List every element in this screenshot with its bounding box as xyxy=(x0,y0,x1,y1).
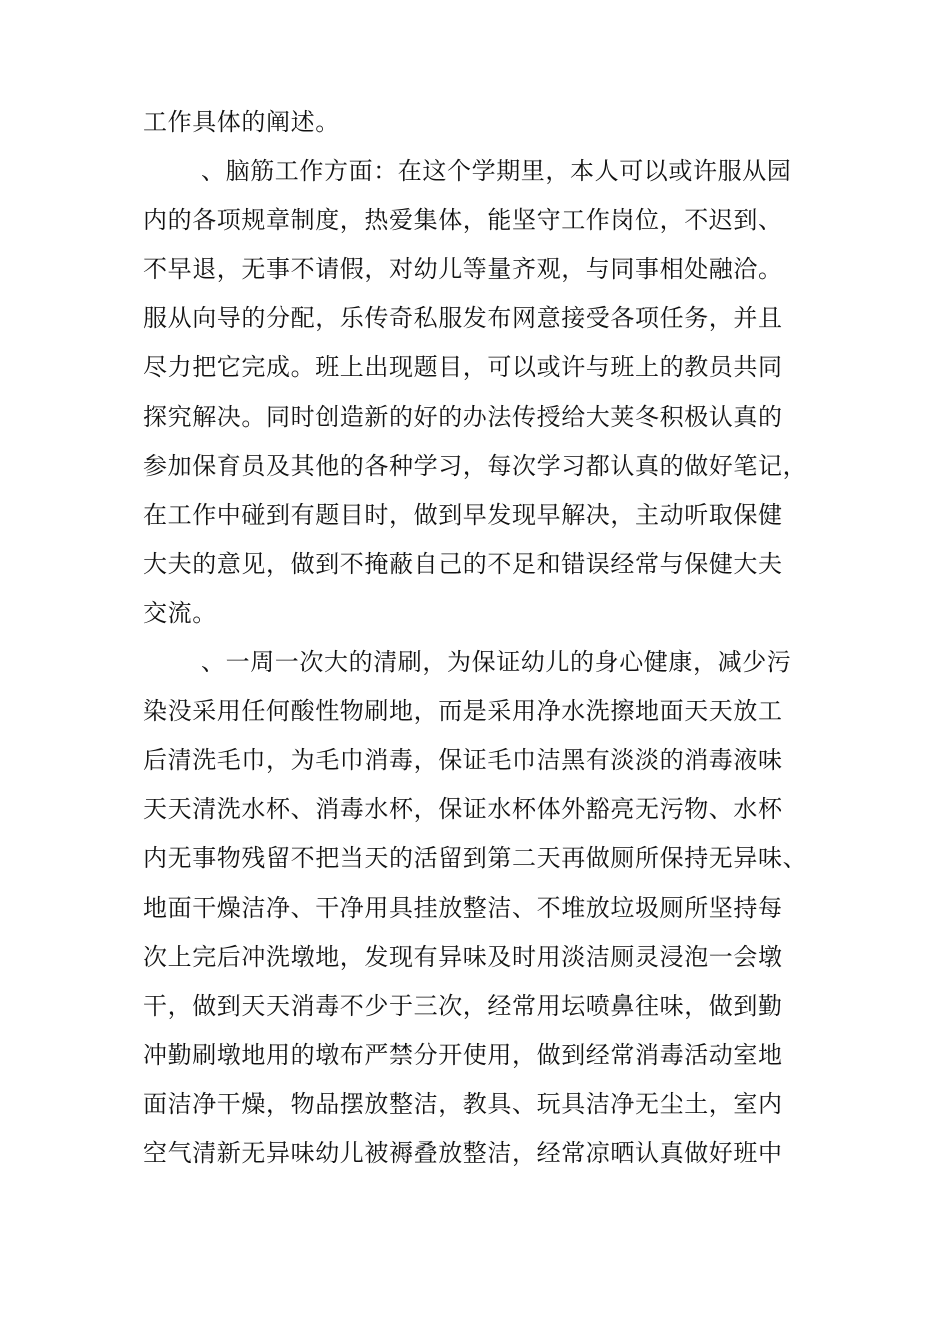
text-line: 天天清洗水杯、消毒水杯，保证水杯体外豁亮无污物、水杯 xyxy=(143,795,783,824)
text-line: 干，做到天天消毒不少于三次，经常用坛喷鼻往味，做到勤 xyxy=(143,991,783,1020)
paragraph-mental-work xyxy=(143,147,823,638)
text-line: 地面干燥洁净、干净用具挂放整洁、不堆放垃圾厕所坚持每 xyxy=(143,893,783,922)
text-line: 后清洗毛巾，为毛巾消毒，保证毛巾洁黑有淡淡的消毒液味 xyxy=(143,746,783,775)
text-line: 内的各项规章制度，热爱集体，能坚守工作岗位，不迟到、 xyxy=(143,206,783,235)
document-body xyxy=(143,98,823,1178)
paragraph-cleaning xyxy=(143,638,823,1178)
text-line: 次上完后冲洗墩地，发现有异味及时用淡洁厕灵浸泡一会墩 xyxy=(143,942,783,971)
text-line: 、脑筋工作方面：在这个学期里，本人可以或许服从园 xyxy=(201,157,792,186)
text-line: 服从向导的分配，乐传奇私服发布网意接受各项任务，并且 xyxy=(143,304,783,333)
text-line: 冲勤刷墩地用的墩布严禁分开使用，做到经常消毒活动室地 xyxy=(143,1040,783,1069)
text-line: 尽力把它完成。班上出现题目，可以或许与班上的教员共同 xyxy=(143,353,783,382)
text-line: 大夫的意见，做到不掩蔽自己的不足和错误经常与保健大夫 xyxy=(143,549,783,578)
text-line: 在工作中碰到有题目时，做到早发现早解决，主动听取保健 xyxy=(143,500,783,529)
text-line: 参加保育员及其他的各种学习，每次学习都认真的做好笔记， xyxy=(143,451,808,480)
text-line: 交流。 xyxy=(143,598,217,627)
text-line: 工作具体的阐述。 xyxy=(143,108,340,136)
text-line: 探究解决。同时创造新的好的办法传授给大荚冬积极认真的 xyxy=(143,402,783,431)
text-line: 不早退，无事不请假，对幼儿等量齐观，与同事相处融洽。 xyxy=(143,255,783,284)
text-line: 空气清新无异味幼儿被褥叠放整洁，经常凉晒认真做好班中 xyxy=(143,1138,783,1167)
text-line: 染没采用任何酸性物刷地，而是采用净水洗擦地面天天放工 xyxy=(143,697,783,726)
paragraph-intro-tail xyxy=(143,98,823,147)
text-line: 、一周一次大的清刷，为保证幼儿的身心健康，减少污 xyxy=(201,648,792,677)
text-line: 面洁净干燥，物品摆放整洁，教具、玩具洁净无尘土，室内 xyxy=(143,1089,783,1118)
text-line: 内无事物残留不把当天的活留到第二天再做厕所保持无异味、 xyxy=(143,844,808,873)
